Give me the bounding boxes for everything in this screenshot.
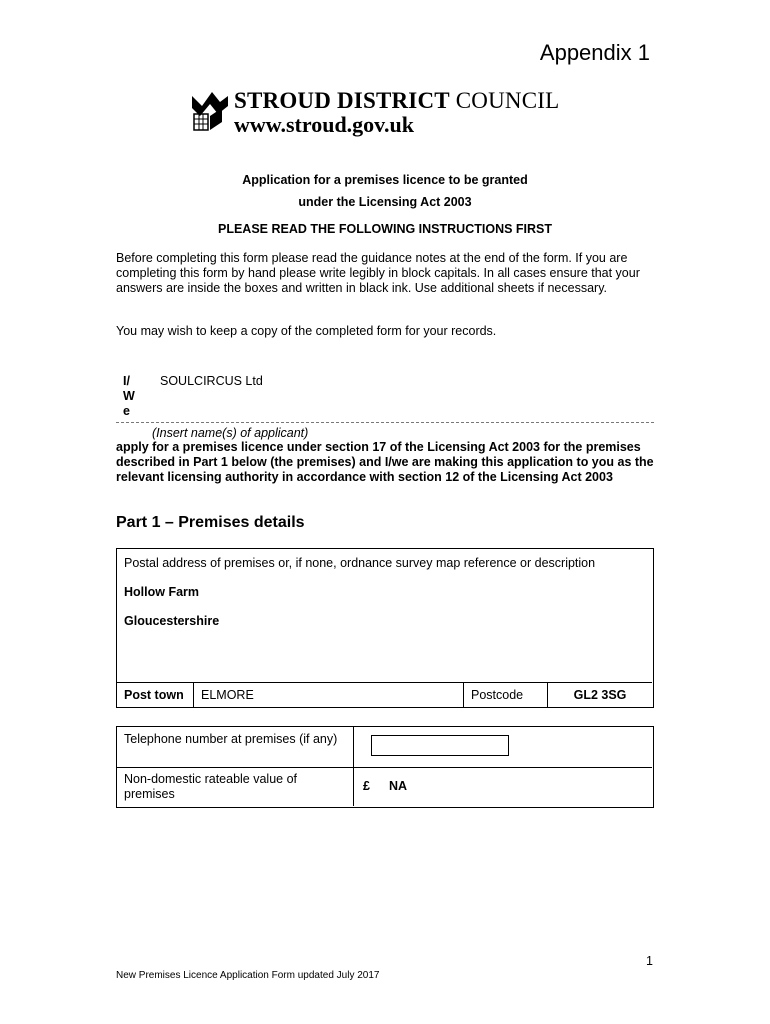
council-logo [192,88,592,137]
applicant-name-underline [116,422,654,423]
form-title-line1: Application for a premises licence to be granted [242,173,528,187]
applicant-name-field[interactable]: SOULCIRCUS Ltd [160,374,263,388]
council-name-regular: COUNCIL [455,88,560,113]
post-town-row [117,682,652,708]
council-name-bold: STROUD DISTRICT [234,88,450,113]
address-label: Postal address of premises or, if none, ordnance survey map reference or description [124,556,596,570]
premises-address-box [116,548,654,708]
telephone-label: Telephone number at premises (if any) [124,732,338,746]
iwe-label: I/ W e [123,374,135,418]
form-title-line2: under the Licensing Act 2003 [298,195,472,209]
page-number: 1 [646,954,653,968]
council-name [234,88,559,114]
telephone-input[interactable] [371,735,509,756]
postcode-field[interactable]: GL2 3SG [573,688,627,702]
rateable-value-field[interactable]: NA [389,779,408,793]
council-logo-icon [192,92,228,132]
part1-heading: Part 1 – Premises details [116,514,305,531]
premises-contact-table [116,726,654,808]
council-url: www.stroud.gov.uk [234,112,414,137]
records-note: You may wish to keep a copy of the completed form for your records. [116,324,497,338]
address-line1-field[interactable]: Hollow Farm [124,585,200,599]
instructions-paragraph: Before completing this form please read the guidance notes at the end of the form. If you are completing this form by hand please write legibly in block capitals. In all cases ensure that your answers are inside the boxes and written in black ink. Use additional sheets if necessary. [116,251,640,295]
post-town-field[interactable]: ELMORE [194,683,464,708]
insert-applicant-hint: (Insert name(s) of applicant) [152,426,309,440]
pound-symbol: £ [363,779,370,793]
row-divider [117,767,652,768]
postcode-label: Postcode [464,683,548,708]
address-line2-field[interactable]: Gloucestershire [124,614,220,628]
appendix-label: Appendix 1 [539,40,650,65]
application-statement: apply for a premises licence under section 17 of the Licensing Act 2003 for the premises described in Part 1 below (the premises) and I/we are making this application to you as the relevant licensing authority in accordance with section 12 of the Licensing Act 2003 [116,440,654,484]
post-town-label: Post town [117,683,194,708]
instructions-heading: PLEASE READ THE FOLLOWING INSTRUCTIONS FIRST [217,222,553,236]
footer-note: New Premises Licence Application Form updated July 2017 [116,970,380,981]
rateable-value-label: Non-domestic rateable value of premises [124,772,298,801]
